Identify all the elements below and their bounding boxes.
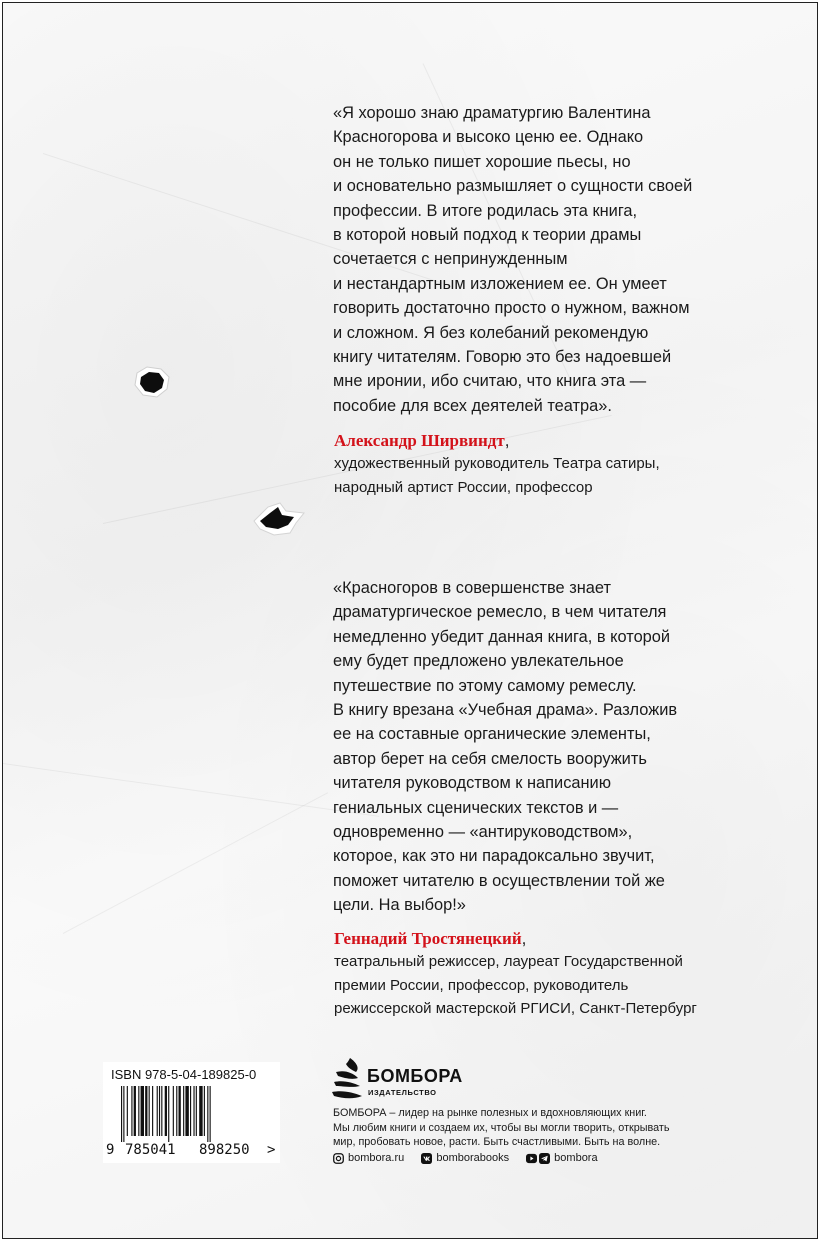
barcode-bar bbox=[190, 1086, 191, 1136]
quote-line: мне иронии, ибо считаю, что книга эта — bbox=[333, 372, 647, 391]
book-back-cover bbox=[2, 2, 818, 1239]
social-link-telegram[interactable] bbox=[526, 1152, 597, 1164]
barcode-bar bbox=[161, 1086, 162, 1136]
about-line: БОМБОРА – лидер на рынке полезных и вдохновляющих книг. bbox=[333, 1107, 647, 1119]
quote-line: читателя руководством к написанию bbox=[333, 774, 611, 793]
social-link-vk[interactable] bbox=[421, 1152, 509, 1164]
quote-line: которое, как это ни парадоксально звучит, bbox=[333, 847, 655, 866]
quote-shirvindt bbox=[333, 101, 733, 418]
bombora-logo-icon bbox=[330, 1056, 364, 1102]
publisher-about bbox=[333, 1106, 693, 1150]
barcode-bar bbox=[168, 1086, 169, 1142]
quote-line: «Красногоров в совершенстве знает bbox=[333, 579, 611, 597]
barcode-bar bbox=[152, 1086, 153, 1136]
isbn-barcode bbox=[103, 1062, 280, 1163]
name-comma: , bbox=[504, 431, 510, 450]
author-role: режиссерской мастерской РГИСИ, Санкт-Петербург bbox=[334, 1000, 697, 1017]
quote-line: поможет читателю в осуществлении той же bbox=[333, 871, 665, 890]
author-role: премии России, профессор, руководитель bbox=[334, 976, 629, 994]
barcode-bar bbox=[157, 1086, 158, 1136]
youtube-icon bbox=[526, 1153, 537, 1164]
ean-digit-group: 785041 bbox=[125, 1142, 176, 1158]
quote-line: и нестандартным изложением ее. Он умеет bbox=[333, 274, 667, 293]
barcode-bar bbox=[121, 1086, 122, 1142]
quote-line: книгу читателям. Говорю это без надоевшей bbox=[333, 348, 672, 367]
barcode-bar bbox=[141, 1086, 144, 1136]
quote-line: и основательно размышляет о сущности своей bbox=[333, 177, 693, 196]
barcode-bar bbox=[199, 1086, 202, 1136]
barcode-bar bbox=[159, 1086, 160, 1136]
barcode-bar bbox=[179, 1086, 181, 1136]
quote-line: он не только пишет хорошие пьесы, но bbox=[333, 152, 631, 171]
paper-crease bbox=[63, 792, 328, 934]
isbn-label: ISBN 978-5-04-189825-0 bbox=[111, 1067, 257, 1082]
quote-line: драматургическое ремесло, в чем читателя bbox=[333, 603, 667, 622]
barcode-bar bbox=[185, 1086, 188, 1136]
ean-digit-first: 9 bbox=[106, 1142, 115, 1158]
barcode-icon bbox=[121, 1086, 273, 1142]
barcode-bar bbox=[145, 1086, 147, 1136]
quote-line: ее на составные органические элементы, bbox=[333, 725, 651, 744]
attribution-shirvindt bbox=[334, 431, 754, 499]
bullet-hole-icon bbox=[131, 363, 175, 403]
publisher-socials bbox=[333, 1152, 612, 1167]
publisher-logo-sub: ИЗДАТЕЛЬСТВО bbox=[368, 1088, 437, 1097]
quote-line: «Я хорошо знаю драматургию Валентина bbox=[333, 104, 651, 122]
about-line: мир, пробовать новое, расти. Быть счастливыми. Быть на волне. bbox=[333, 1136, 661, 1149]
quote-line: Красногорова и высоко ценю ее. Однако bbox=[333, 128, 644, 147]
social-label: bombora.ru bbox=[348, 1152, 405, 1164]
quote-line: гениальных сценических текстов и — bbox=[333, 798, 619, 817]
barcode-bar bbox=[207, 1086, 208, 1142]
barcode-bar bbox=[138, 1086, 139, 1136]
instagram-icon bbox=[333, 1153, 344, 1164]
social-label: bombora bbox=[554, 1152, 598, 1164]
quote-line: пособие для всех деятелей театра». bbox=[333, 396, 612, 415]
barcode-bar bbox=[196, 1086, 197, 1136]
author-role: художественный руководитель Театра сатиры, bbox=[334, 455, 660, 472]
barcode-bar bbox=[165, 1086, 167, 1136]
telegram-icon bbox=[539, 1153, 550, 1164]
quote-line: и сложном. Я без колебаний рекомендую bbox=[333, 323, 649, 342]
author-name: Геннадий Тростянецкий bbox=[334, 929, 522, 948]
barcode-bar bbox=[183, 1086, 184, 1136]
barcode-bar bbox=[134, 1086, 136, 1136]
author-role: народный артист России, профессор bbox=[334, 478, 593, 496]
barcode-bar bbox=[173, 1086, 174, 1136]
barcode-bar bbox=[131, 1086, 132, 1136]
author-role: театральный режиссер, лауреат Государственной bbox=[334, 953, 683, 970]
quote-line: немедленно убедит данная книга, в которой bbox=[333, 627, 671, 646]
quote-line: говорить достаточно просто о нужном, важном bbox=[333, 299, 690, 318]
barcode-bar bbox=[149, 1086, 150, 1136]
barcode-bar bbox=[123, 1086, 124, 1142]
ean-quiet-mark: > bbox=[267, 1142, 276, 1158]
quote-line: профессии. В итоге родилась эта книга, bbox=[333, 201, 638, 220]
social-label: bomborabooks bbox=[436, 1152, 510, 1164]
quote-trostyanetsky bbox=[333, 576, 733, 918]
barcode-bar bbox=[193, 1086, 194, 1136]
quote-line: автор берет на себя смелость вооружить bbox=[333, 749, 647, 768]
paper-crease bbox=[3, 763, 379, 817]
social-link-site[interactable] bbox=[333, 1152, 404, 1164]
quote-line: в которой новый подход к теории драмы bbox=[333, 226, 642, 245]
barcode-bar bbox=[127, 1086, 128, 1136]
quote-line: цели. На выбор!» bbox=[333, 896, 466, 915]
author-name: Александр Ширвиндт bbox=[334, 431, 505, 450]
barcode-bar bbox=[176, 1086, 177, 1136]
vk-icon bbox=[421, 1153, 432, 1164]
barcode-bar bbox=[204, 1086, 205, 1136]
quote-line: ему будет предложено увлекательное bbox=[333, 652, 624, 671]
quote-line: одновременно — «антируководством», bbox=[333, 823, 633, 842]
quote-line: сочетается с непринужденным bbox=[333, 250, 568, 269]
attribution-trostyanetsky bbox=[334, 929, 754, 1021]
bullet-hole-icon bbox=[250, 499, 310, 539]
quote-line: В книгу врезана «Учебная драма». Разложив bbox=[333, 701, 678, 720]
name-comma: , bbox=[521, 929, 527, 948]
about-line: Мы любим книги и создаем их, чтобы вы могли творить, открывать bbox=[333, 1121, 670, 1134]
quote-line: путешествие по этому самому ремеслу. bbox=[333, 676, 637, 695]
publisher-logo-name: БОМБОРА bbox=[367, 1066, 463, 1086]
ean-digit-group: 898250 bbox=[199, 1142, 250, 1158]
barcode-bar bbox=[210, 1086, 211, 1142]
